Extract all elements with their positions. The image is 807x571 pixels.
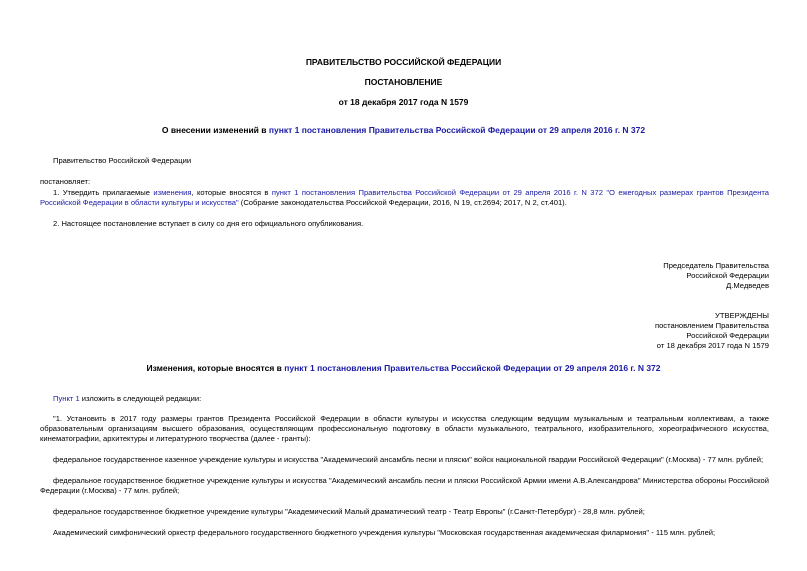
annex-paragraph-3: федеральное государственное бюджетное учреждение культуры и искусства "Академический ансамбль песни и пляски Российской Армии имени А.В.Александрова" Министерства обороны Российской Федерации (г.Москва) - 77 млн. рублей; [40,476,769,495]
decree-title-link[interactable]: пункт 1 постановления Правительства Российской Федерации от 29 апреля 2016 г. N 372 [268,125,646,135]
signature-line-1: Председатель Правительства [663,261,769,270]
government-heading: ПРАВИТЕЛЬСТВО РОССИЙСКОЙ ФЕДЕРАЦИИ [305,57,502,67]
item-1-suffix: (Собрание законодательства Российской Федерации, 2016, N 19, ст.2694; 2017, N 2, ст.401). [238,198,567,207]
annex-paragraph-4: федеральное государственное бюджетное учреждение культуры "Академический Малый драматический театр - Театр Европы" (г.Санкт-Петербург) - 28,8 млн. рублей; [53,507,645,516]
item-1-paragraph [40,188,769,208]
item-2-paragraph: 2. Настоящее постановление вступает в силу со дня его официального опубликования. [53,219,364,228]
doc-type-heading: ПОСТАНОВЛЕНИЕ [364,77,443,87]
approved-line-1: УТВЕРЖДЕНЫ [715,311,769,320]
approved-line-2: постановлением Правительства [654,321,769,330]
signature-block [663,261,769,291]
approved-block [655,311,769,351]
changes-link[interactable]: изменения [153,188,192,197]
annex-title-prefix: Изменения, которые вносятся в [146,363,285,373]
item-1-mid: , которые вносятся в [191,188,272,197]
annex-intro-rest: изложить в следующей редакции: [79,394,202,403]
approved-line-4: от 18 декабря 2017 года N 1579 [656,341,769,350]
signature-line-3: Д.Медведев [726,281,769,290]
decree-word: постановляет: [40,177,91,186]
decree-title [0,125,807,135]
annex-paragraph-2: федеральное государственное казенное учреждение культуры и искусства "Академический ансамбль песни и пляски" войск национальной гвардии Российской Федерации" (г.Москва) - 77 млн. рублей; [53,455,764,464]
point-1-link[interactable]: Пункт 1 [53,394,80,403]
annex-paragraph-5: Академический симфонический оркестр федерального государственного бюджетного учреждения культуры "Московская государственная академическая филармония" - 115 млн. рублей; [53,528,716,537]
decree-title-prefix: О внесении изменений в [161,125,269,135]
annex-title [0,363,807,373]
signature-line-2: Российской Федерации [686,271,769,280]
annex-title-link[interactable]: пункт 1 постановления Правительства Российской Федерации от 29 апреля 2016 г. N 372 [284,363,661,373]
annex-intro-paragraph [40,394,769,404]
date-number-heading: от 18 декабря 2017 года N 1579 [338,97,469,107]
approved-line-3: Российской Федерации [686,331,769,340]
annex-paragraph-1: "1. Установить в 2017 году размеры грантов Президента Российской Федерации в области культуры и искусства следующим ведущим музыкальным и театральным коллективам, а также образовательным организациям высшего образования, осуществляющим профессиональную подготовку в области музыкального, театрального, изобразительного, хореографического искусства, кинематографии, архитектуры и литературного творчества (далее - гранты): [40,414,769,443]
resolution-372-link[interactable]: пункт 1 постановления Правительства Российской Федерации от 29 апреля 2016 г. N 372 "О ежегодных размерах грантов Президента Российской Федерации в области культуры и искусства" [40,188,770,207]
item-1-prefix: 1. Утвердить прилагаемые [53,188,154,197]
intro-paragraph: Правительство Российской Федерации [53,156,192,165]
